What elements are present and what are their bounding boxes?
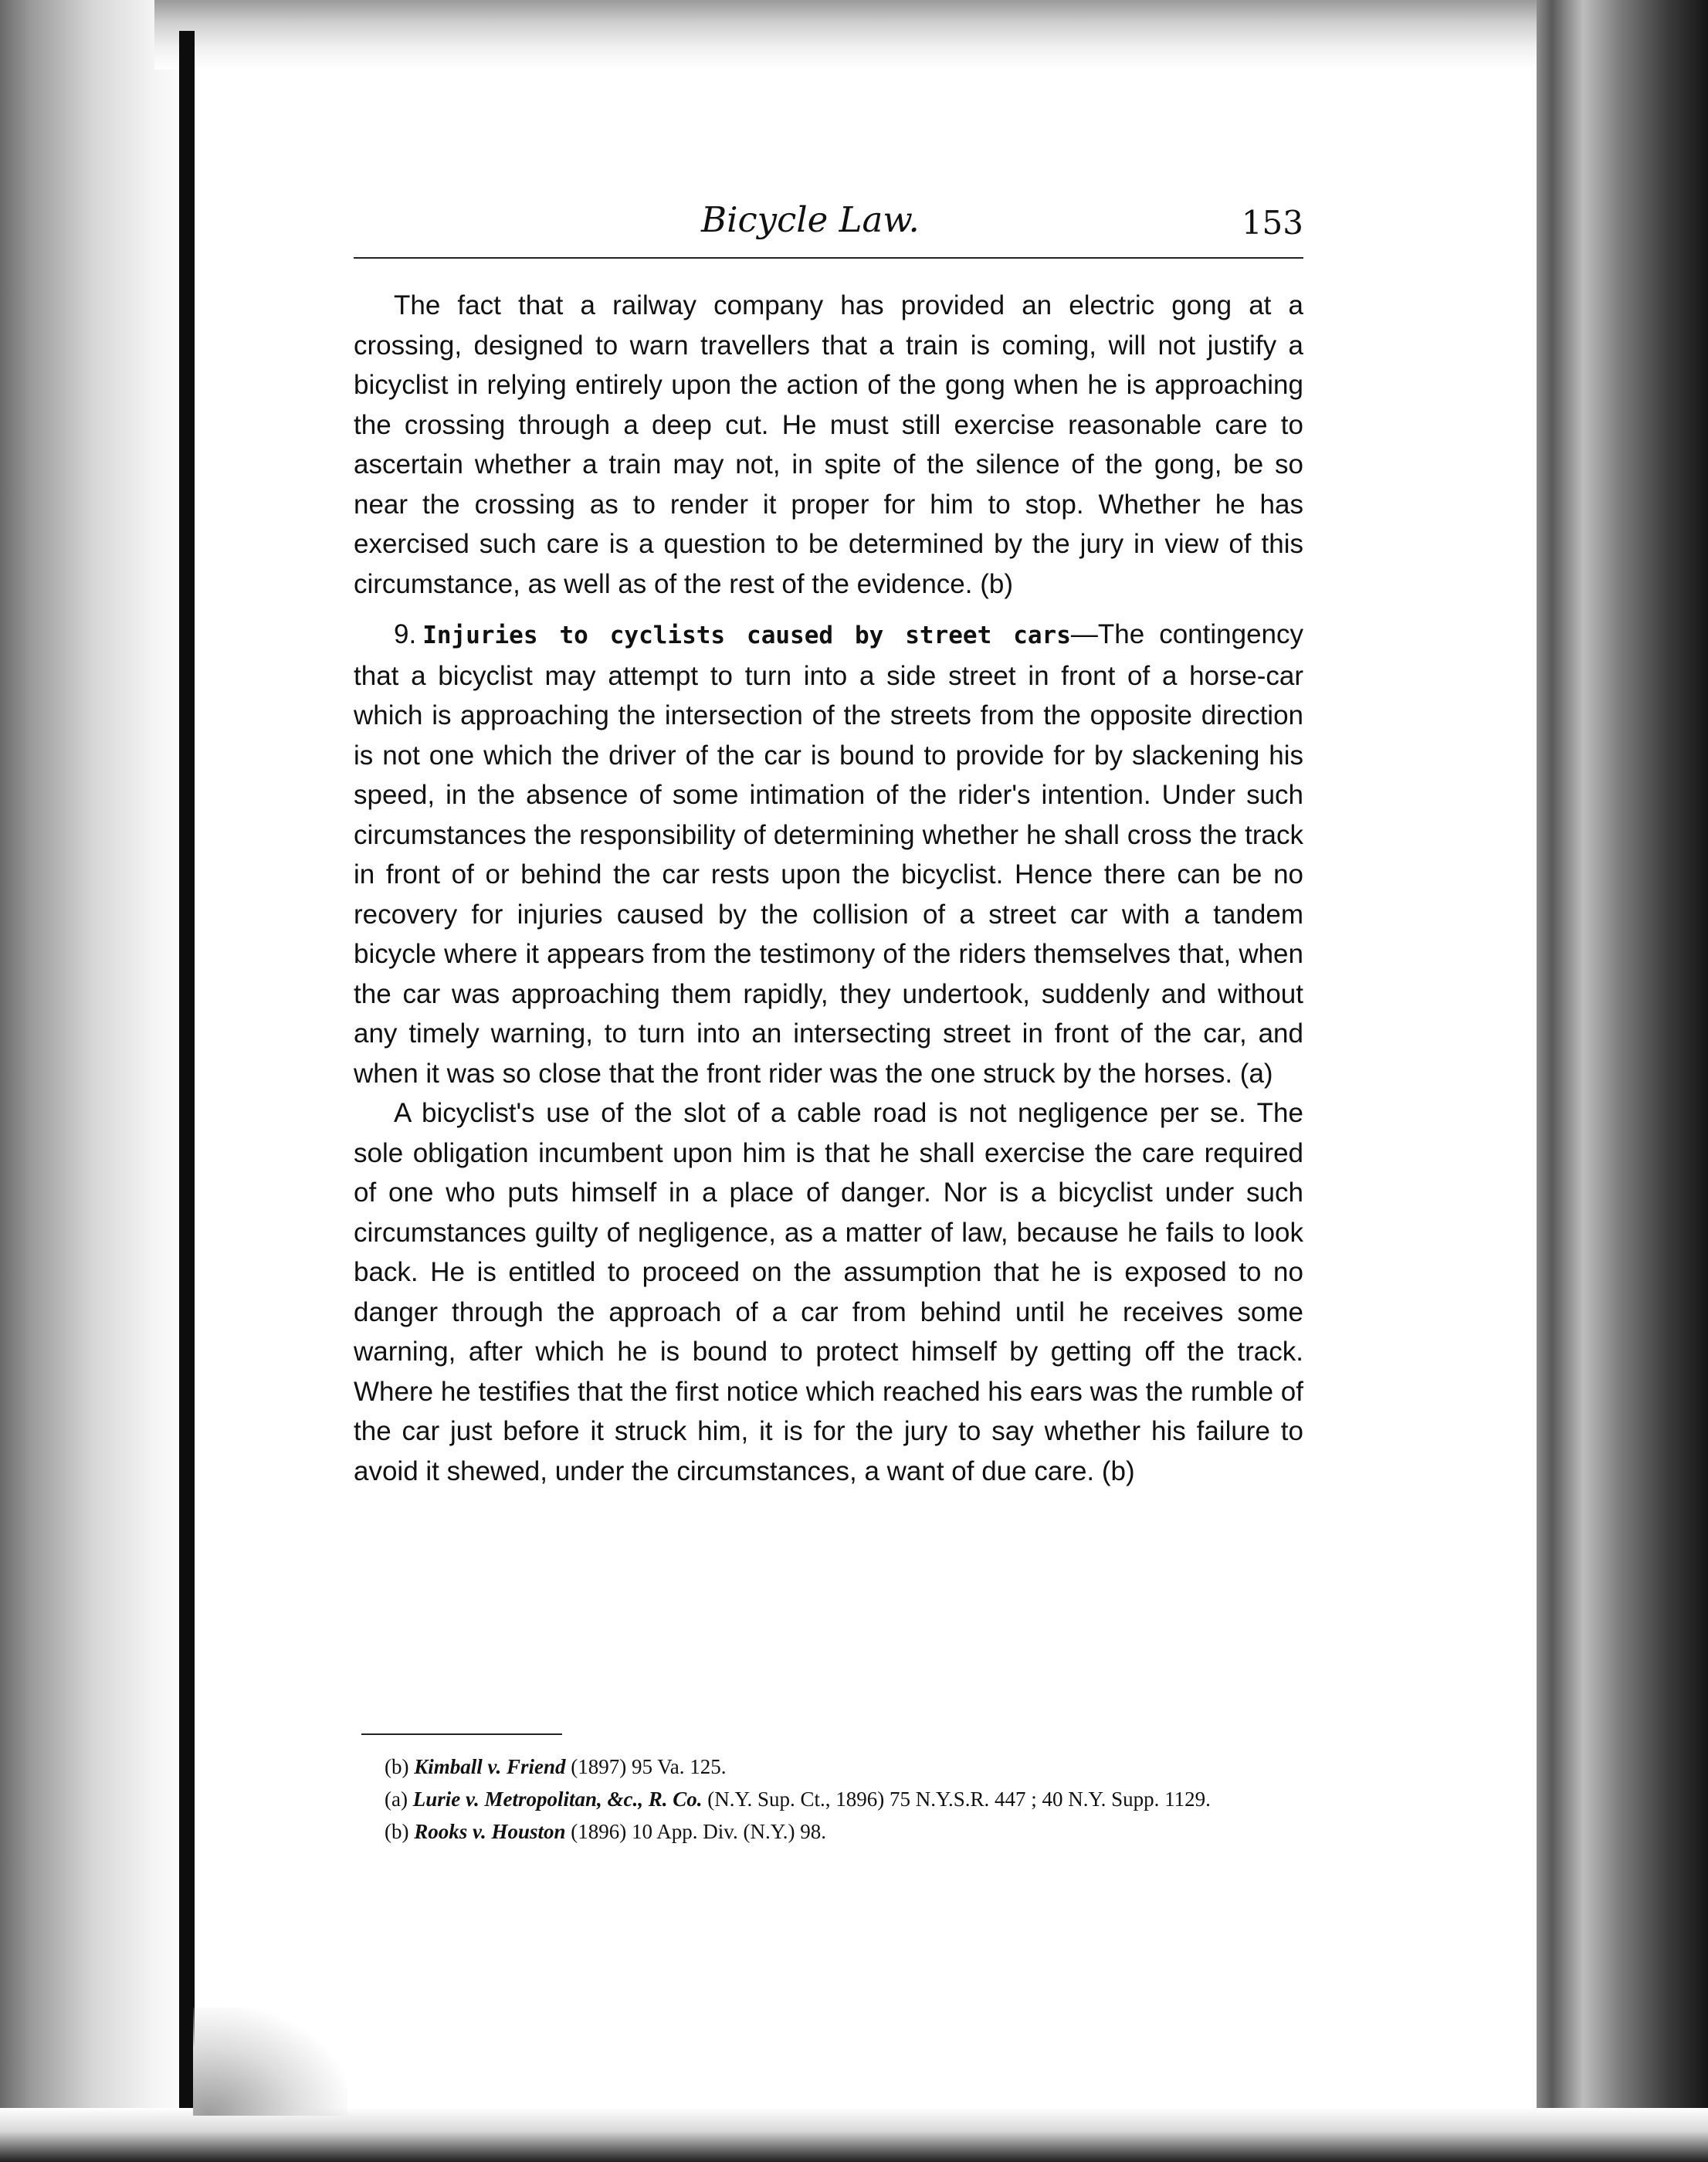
footnote <box>369 1787 1296 1811</box>
scan-right-edge <box>1537 0 1708 2162</box>
footnote <box>369 1754 1296 1779</box>
footnote-mark: (a) <box>385 1788 408 1811</box>
footnote-case: Lurie v. Metropolitan, &c., R. Co. <box>412 1788 703 1811</box>
footnote-case: Rooks v. Houston <box>414 1820 566 1843</box>
footnote-mark: (b) <box>385 1820 409 1843</box>
section-number: 9. <box>394 619 417 649</box>
paragraph-gong: The fact that a railway company has provided an electric gong at a crossing, designed to warn travellers that a train is coming, will not justify a bicyclist in relying entirely upon the action of the gong when he is approaching the crossing through a deep cut. He must still exercise reasonable care to ascertain whether a train may not, in spite of the silence of the gong, be so near the crossing as to render it proper for him to stop. Whether he has exercised such care is a question to be determined by the jury in view of this circumstance, as well as of the rest of the evidence. (b) <box>354 290 1303 599</box>
running-title: Bicycle Law. <box>701 199 920 240</box>
scan-bottom-edge <box>0 2108 1708 2162</box>
body-text <box>354 286 1303 1491</box>
footnote-citation: (N.Y. Sup. Ct., 1896) 75 N.Y.S.R. 447 ; 40 N.Y. Supp. 1129. <box>707 1788 1211 1811</box>
scan-smudge <box>193 2008 347 2116</box>
section-heading: Injuries to cyclists caused by street cars <box>422 622 1071 649</box>
paragraph-section-9 <box>354 615 1303 1093</box>
footnotes <box>369 1754 1296 1852</box>
footnote-case: Kimball v. Friend <box>414 1755 566 1778</box>
scan-top-shadow <box>154 0 1544 69</box>
book-spine-edge <box>179 31 195 2131</box>
footnote-citation: (1896) 10 App. Div. (N.Y.) 98. <box>571 1820 827 1843</box>
footnote-citation: (1897) 95 Va. 125. <box>571 1755 727 1778</box>
scan-left-shadow <box>0 0 193 2162</box>
footnote-mark: (b) <box>385 1755 409 1778</box>
running-head <box>354 178 1303 263</box>
footnote-rule <box>361 1733 562 1735</box>
header-rule <box>354 257 1303 259</box>
page-number: 153 <box>1241 204 1303 242</box>
footnote <box>369 1819 1296 1844</box>
section-text: —The contingency that a bicyclist may attempt to turn into a side street in front of a horse-car which is approaching the intersection of the streets from the opposite direction is not one which the driver of the car is bound to provide for by slackening his speed, in the absence of some intimation of the rider's intention. Under such circumstances the responsibility of determining whether he shall cross the track in front of or behind the car rests upon the bicyclist. Hence there can be no recovery for injuries caused by the collision of a street car with a tandem bicycle where it appears from the testimony of the riders themselves that, when the car was approaching them rapidly, they undertook, suddenly and without any timely warning, to turn into an intersecting street in front of the car, and when it was so close that the front rider was the one struck by the horses. (a) <box>354 619 1304 1089</box>
paragraph-cable-road: A bicyclist's use of the slot of a cable road is not negligence per se. The sole obligation incumbent upon him is that he shall exercise the care required of one who puts himself in a place of danger. Nor is a bicyclist under such circumstances guilty of negligence, as a matter of law, because he fails to look back. He is entitled to proceed on the assumption that he is exposed to no danger through the approach of a car from behind until he receives some warning, after which he is bound to protect himself by getting off the track. Where he testifies that the first notice which reached his ears was the rumble of the car just before it struck him, it is for the jury to say whether his failure to avoid it shewed, under the circumstances, a want of due care. (b) <box>354 1098 1303 1486</box>
